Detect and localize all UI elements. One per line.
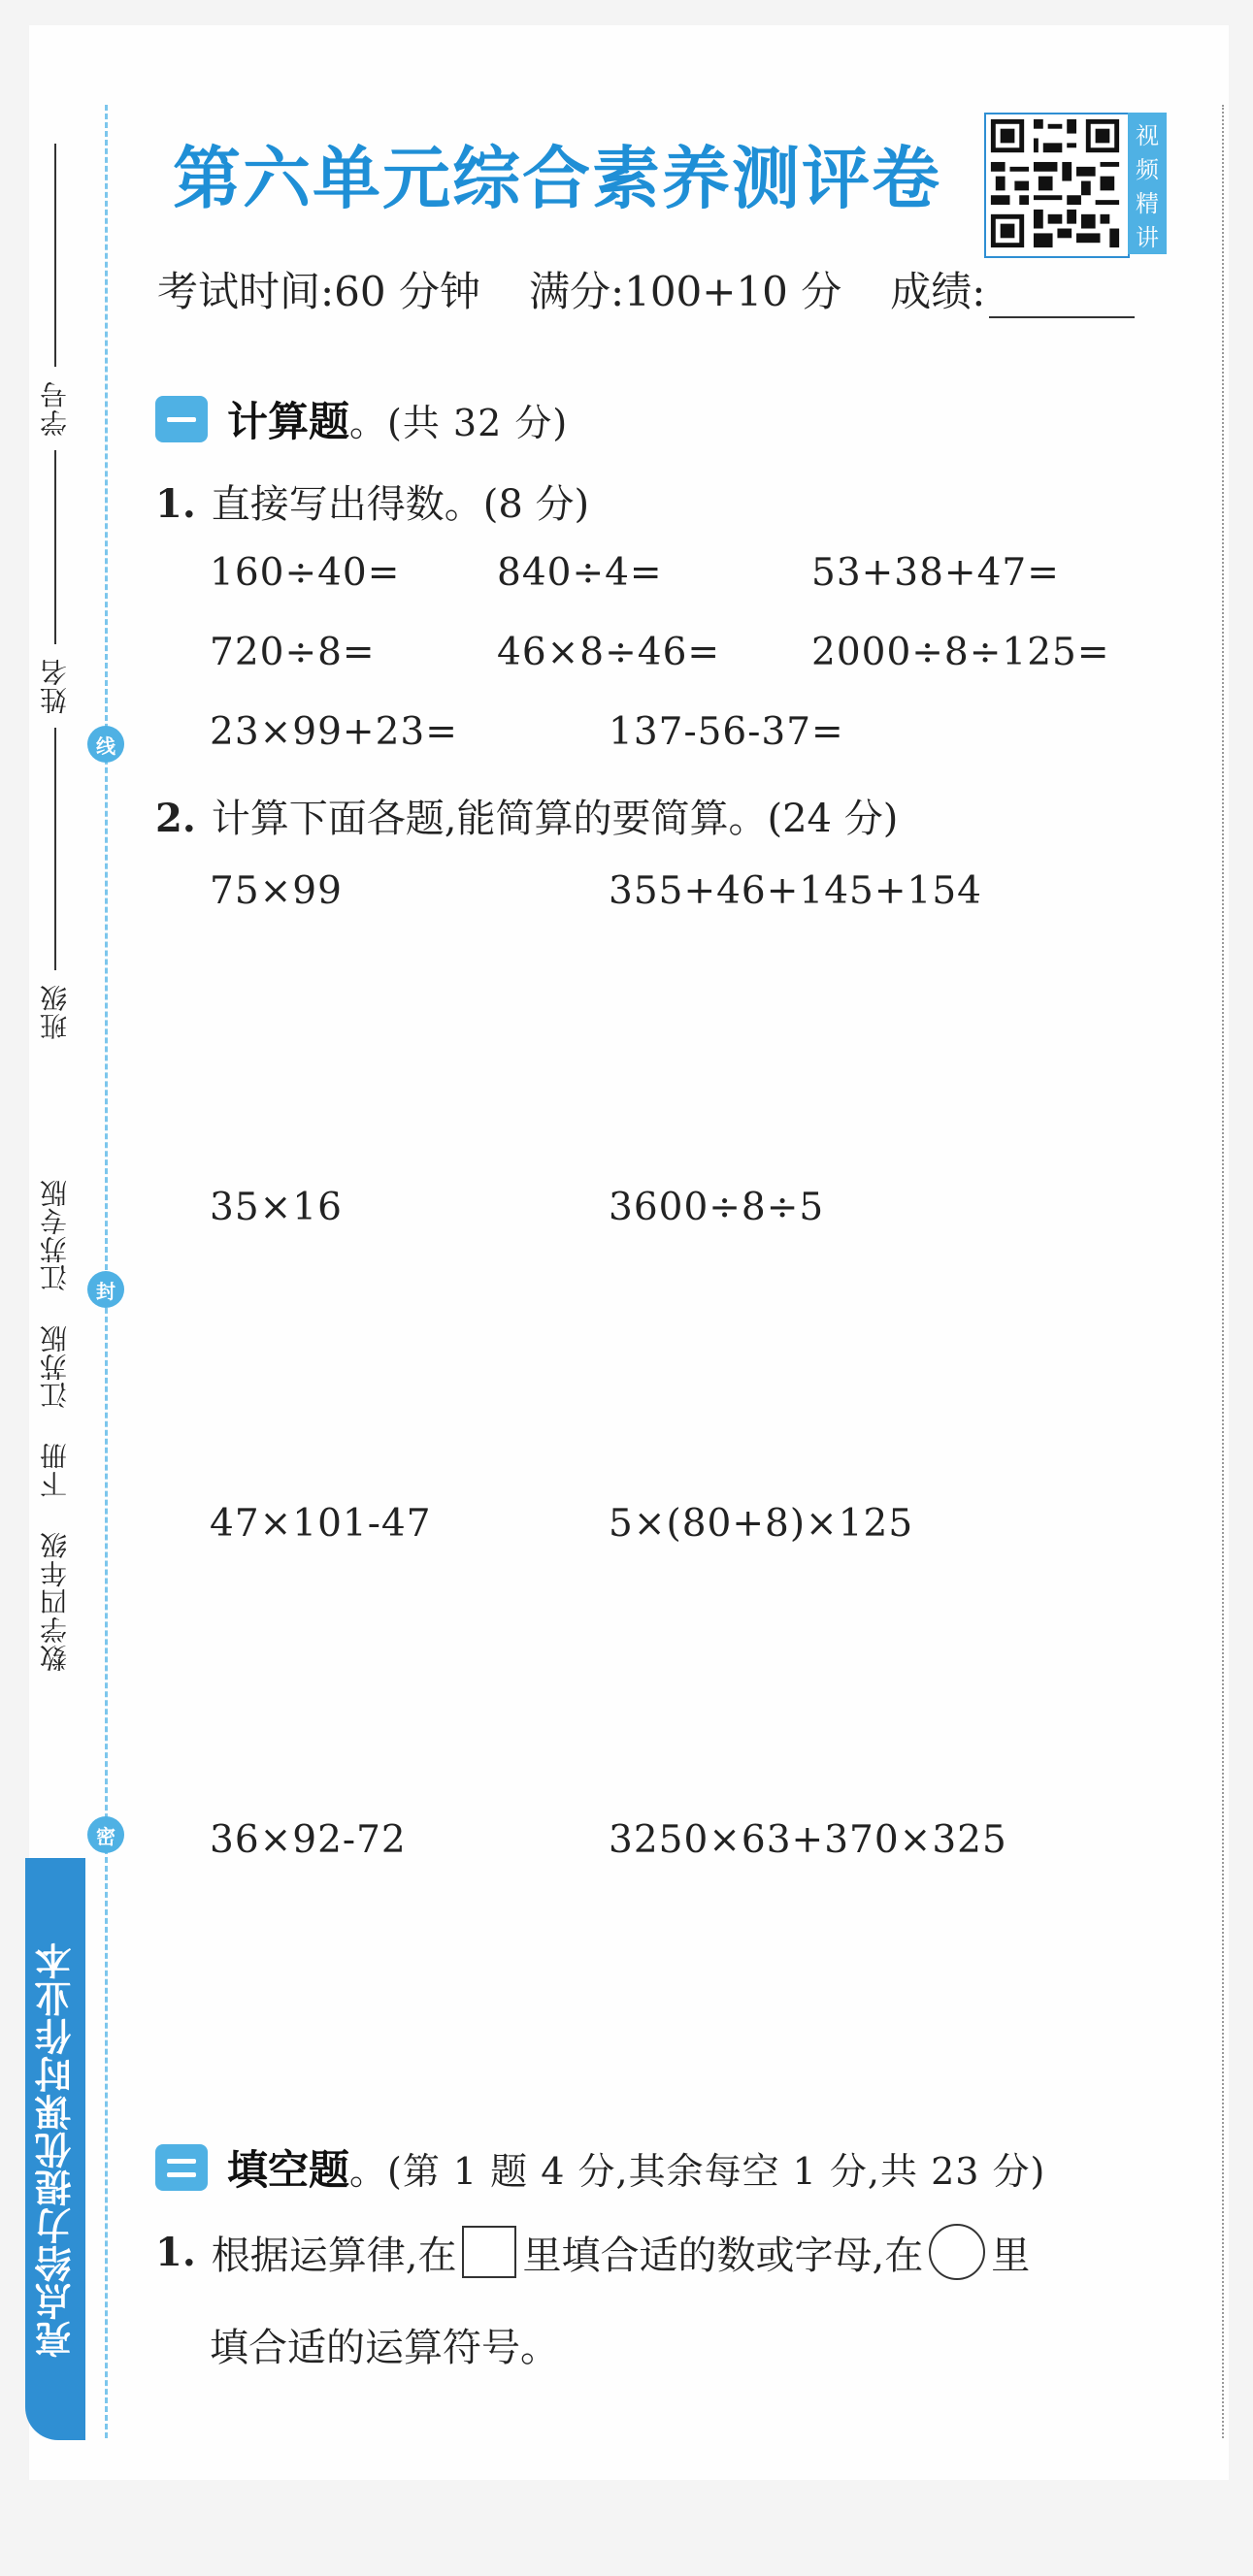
question-text: 直接写出得数。(8 分) bbox=[211, 482, 590, 527]
question-text: 计算下面各题,能简算的要简算。(24 分) bbox=[211, 797, 899, 841]
section-1-badge bbox=[155, 396, 208, 442]
series-name: 亮点给力提优课时作业本 bbox=[34, 1940, 78, 2358]
qr-label-char: 视 bbox=[1136, 122, 1159, 149]
seal-mark-secret: 密 bbox=[87, 1816, 124, 1853]
calc-item: 3250×63+370×325 bbox=[609, 1818, 1007, 1862]
question-2-1-cont: 填合适的运算符号。 bbox=[210, 2326, 559, 2370]
section-2-badge bbox=[155, 2144, 208, 2191]
question-1-1 bbox=[155, 473, 589, 529]
oral-calc-item: 46×8÷46= bbox=[497, 631, 721, 674]
exam-info-row bbox=[157, 260, 1183, 318]
qr-label-char: 频 bbox=[1136, 156, 1159, 183]
qr-code-graphic bbox=[986, 114, 1124, 252]
score-label: 成绩: bbox=[890, 268, 986, 315]
calc-item: 35×16 bbox=[210, 1186, 343, 1229]
question-text-c: 里 bbox=[991, 2233, 1031, 2278]
section-1-title: 计算题 bbox=[227, 398, 350, 445]
calc-item: 47×101-47 bbox=[210, 1502, 432, 1546]
calc-item: 36×92-72 bbox=[210, 1818, 407, 1862]
exam-time: 考试时间:60 分钟 bbox=[157, 268, 480, 315]
question-number: 2. bbox=[155, 796, 196, 841]
section-2-meta: 。(第 1 题 4 分,其余每空 1 分,共 23 分) bbox=[349, 2149, 1046, 2193]
calc-item: 355+46+145+154 bbox=[609, 869, 982, 913]
oral-calc-item: 160÷40= bbox=[210, 551, 401, 595]
seal-mark-line: 线 bbox=[87, 726, 124, 763]
name-line bbox=[54, 450, 56, 644]
qr-label-char: 讲 bbox=[1136, 224, 1159, 251]
answer-circle[interactable] bbox=[929, 2224, 985, 2280]
right-dotted-edge bbox=[1222, 105, 1224, 2438]
score-blank[interactable] bbox=[989, 274, 1135, 318]
question-text-b: 里填合适的数或字母,在 bbox=[522, 2233, 924, 2278]
question-number: 1. bbox=[155, 2229, 196, 2275]
calc-item: 75×99 bbox=[210, 869, 343, 913]
answer-square-box[interactable] bbox=[462, 2226, 516, 2278]
student-no-field bbox=[21, 144, 89, 1040]
question-number: 1. bbox=[155, 481, 196, 527]
section-2-heading bbox=[155, 2138, 1045, 2197]
series-logo-banner bbox=[25, 1858, 85, 2440]
student-no-line bbox=[54, 144, 56, 367]
video-lesson-label bbox=[1128, 113, 1167, 254]
edition-label: 江苏版 bbox=[39, 1324, 71, 1409]
oral-calc-item: 2000÷8÷125= bbox=[811, 631, 1110, 674]
grade-subject-label: 数学四年级 bbox=[39, 1531, 71, 1672]
seal-mark-seal: 封 bbox=[87, 1271, 124, 1308]
calc-item: 5×(80+8)×125 bbox=[609, 1502, 914, 1546]
class-line bbox=[54, 728, 56, 970]
oral-calc-item: 23×99+23= bbox=[210, 710, 458, 754]
student-no-label: 学号 bbox=[39, 380, 71, 437]
page-title: 第六单元综合素养测评卷 bbox=[173, 138, 941, 218]
section-1-meta: 。(共 32 分) bbox=[349, 401, 569, 444]
oral-calc-item: 720÷8= bbox=[210, 631, 376, 674]
section-1-heading bbox=[155, 390, 568, 448]
calc-item: 3600÷8÷5 bbox=[609, 1186, 825, 1229]
question-1-2 bbox=[155, 788, 898, 843]
edition-info bbox=[21, 1179, 89, 1672]
section-2-title: 填空题 bbox=[227, 2146, 350, 2194]
oral-calc-item: 840÷4= bbox=[497, 551, 663, 595]
class-label: 班级 bbox=[39, 984, 71, 1040]
qr-code-icon[interactable] bbox=[984, 113, 1130, 258]
oral-calc-item: 53+38+47= bbox=[811, 551, 1060, 595]
question-2-1 bbox=[155, 2224, 1030, 2280]
qr-label-char: 精 bbox=[1136, 190, 1159, 217]
edition-special-label: 江苏专版 bbox=[39, 1179, 71, 1291]
question-text-a: 根据运算律,在 bbox=[211, 2233, 457, 2278]
full-score: 满分:100+10 分 bbox=[528, 268, 842, 315]
volume-label: 下册 bbox=[39, 1442, 71, 1498]
name-label: 姓名 bbox=[39, 658, 71, 714]
oral-calc-item: 137-56-37= bbox=[609, 710, 844, 754]
